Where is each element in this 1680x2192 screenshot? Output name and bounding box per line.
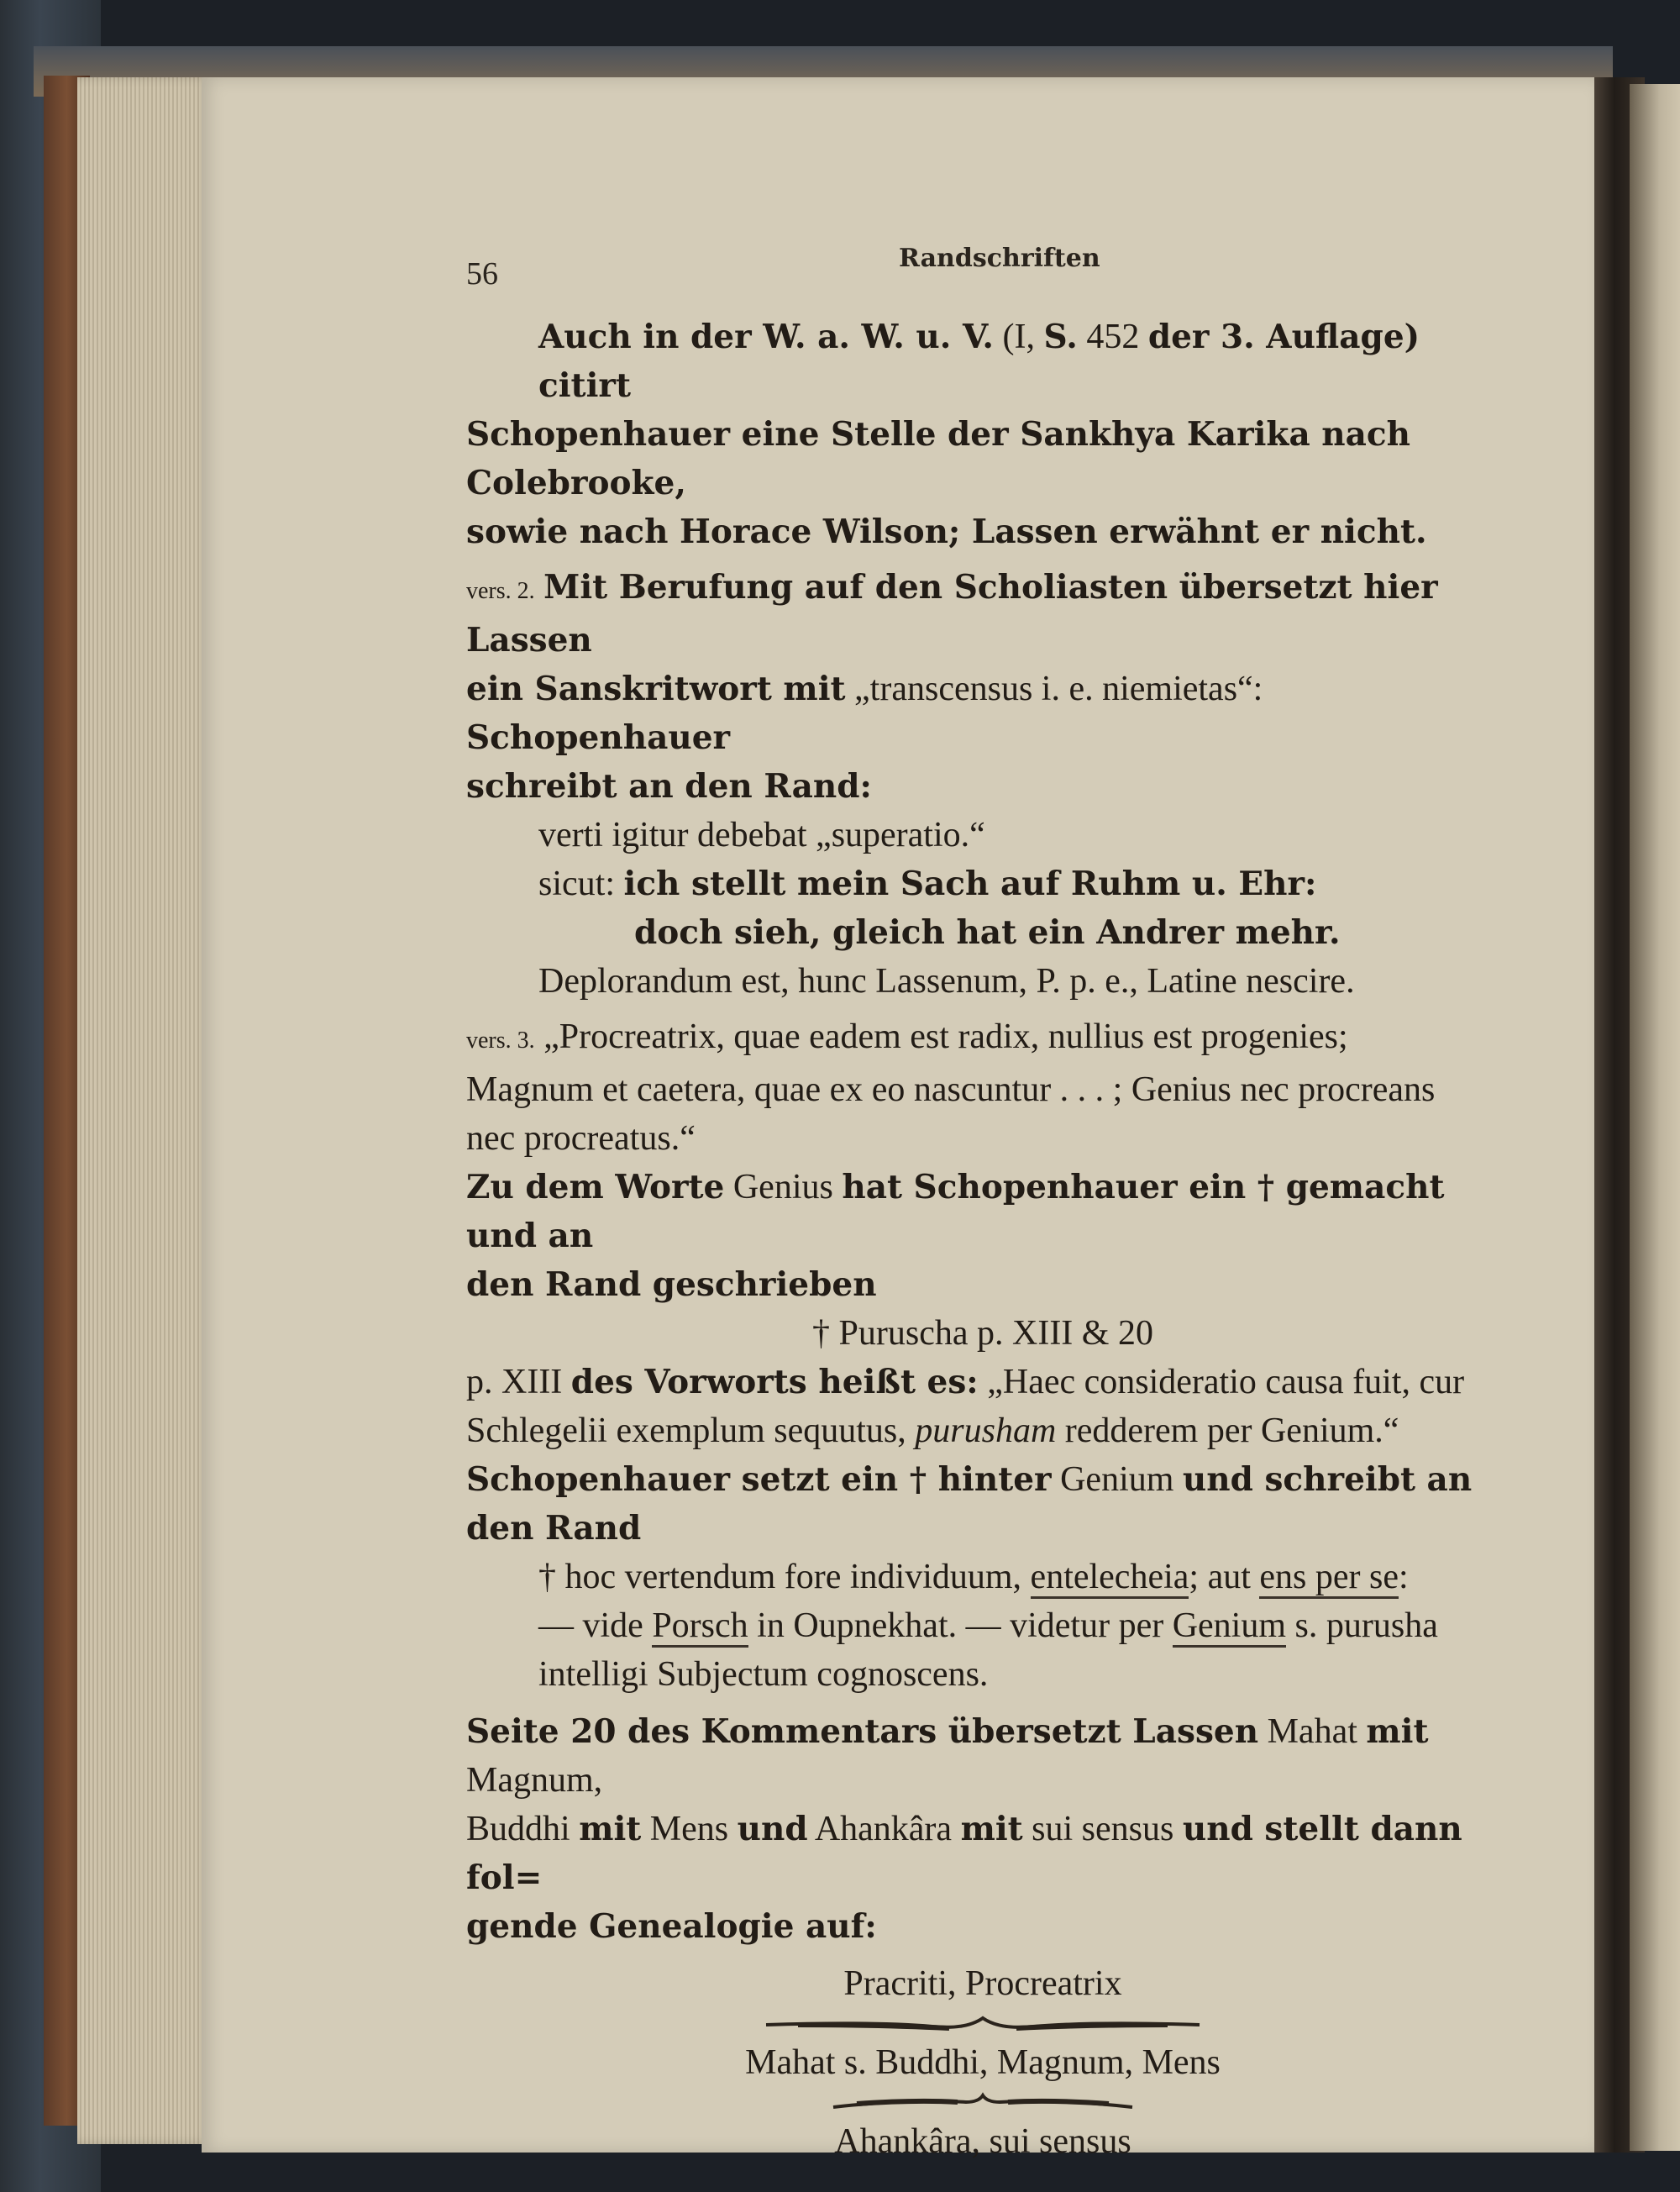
paragraph-vers2 (466, 563, 1499, 1006)
text-line: p. XIII des Vorworts heißt es: „Haec consideratio causa fuit, cur (466, 1363, 1465, 1401)
verse-label: vers. 2. (466, 578, 535, 604)
text-line: vers. 3. „Procreatrix, quae eadem est radix, nullius est progenies; (466, 1017, 1348, 1056)
page-edges (77, 77, 212, 2144)
text-line: Schopenhauer eine Stelle der Sankhya Karika nach Colebrooke, (466, 415, 1411, 502)
running-head: Randschriften (899, 244, 1100, 273)
brace-ornament (764, 2013, 1201, 2035)
text-line: vers. 2. Mit Berufung auf den Scholiasten übersetzt hier Lassen (466, 568, 1438, 660)
paragraph-vers3 (466, 1012, 1499, 1163)
page-body (466, 313, 1499, 2166)
paragraph-hinter (466, 1455, 1499, 1699)
text-line: gende Genealogie auf: (466, 1907, 877, 1946)
text-line: Magnum et caetera, quae ex eo nascuntur . . . ; Genius nec procreans (466, 1070, 1436, 1109)
marginal-note-line: intelligi Subjectum cognoscens. (538, 1655, 989, 1694)
marginal-note-line: Deplorandum est, hunc Lassenum, P. p. e., Latine nescire. (538, 962, 1355, 1001)
text-line: Zu dem Worte Genius hat Schopenhauer ein † gemacht und an (466, 1168, 1445, 1255)
genealogy-level-1: Pracriti, Procreatrix (843, 1964, 1122, 2003)
paragraph-vorwort (466, 1358, 1499, 1455)
text-line: Schlegelii exemplum sequutus, purusham redderem per Genium.“ (466, 1411, 1399, 1450)
text-line: Seite 20 des Kommentars übersetzt Lassen Mahat mit Magnum, (466, 1712, 1429, 1800)
genealogy-level-2: Mahat s. Buddhi, Magnum, Mens (745, 2043, 1221, 2082)
paragraph-auch (466, 313, 1499, 556)
marginal-note-line: † hoc vertendum fore individuum, entelecheia; aut ens per se: (466, 1553, 1499, 1601)
verse-label: vers. 3. (466, 1028, 535, 1054)
marginal-note-line: † Puruscha p. XIII & 20 (812, 1314, 1153, 1353)
paragraph-genius (466, 1163, 1499, 1358)
text-line: nec procreatus.“ (466, 1119, 696, 1158)
marginal-note-line: sicut: ich stellt mein Sach auf Ruhm u. Ehr: (538, 865, 1317, 903)
text-line: Buddhi mit Mens und Ahankâra mit sui sensus und stellt dann fol= (466, 1810, 1462, 1897)
text-line: den Rand geschrieben (466, 1265, 877, 1304)
marginal-note-line: verti igitur debebat „superatio.“ (538, 816, 985, 854)
text-line: sowie nach Horace Wilson; Lassen erwähnt er nicht. (466, 513, 1427, 551)
next-page-edge (1630, 84, 1680, 2151)
text-line: ein Sanskritwort mit „transcensus i. e. niemietas“: Schopenhauer (466, 670, 1263, 757)
marginal-note-line: — vide Porsch in Oupnekhat. — videtur per Genium s. purusha (466, 1601, 1499, 1650)
page-number: 56 (466, 256, 498, 292)
genealogy-diagram (466, 1959, 1499, 2166)
paragraph-seite (466, 1707, 1499, 1951)
genealogy-level-3: Ahankâra, sui sensus (834, 2122, 1131, 2161)
text-line: schreibt an den Rand: (466, 767, 872, 806)
text-line: Schopenhauer setzt ein † hinter Genium und schreibt an den Rand (466, 1460, 1473, 1548)
brace-ornament (832, 2092, 1134, 2114)
text-line: Auch in der W. a. W. u. V. (I, S. 452 der 3. Auflage) citirt (538, 318, 1420, 405)
marginal-note-line: doch sieh, gleich hat ein Andrer mehr. (634, 913, 1341, 952)
